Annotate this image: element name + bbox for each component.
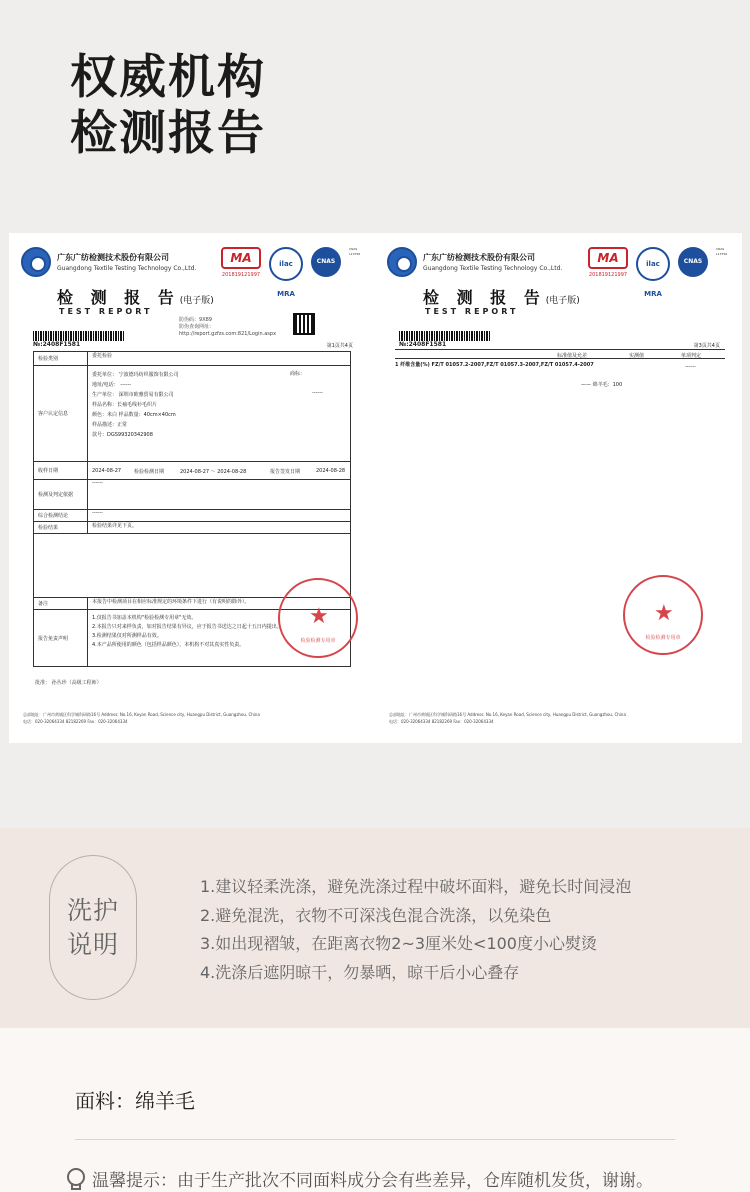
org-name-cn: 广东广纺检测技术股份有限公司 xyxy=(423,253,535,262)
recv-label: 收样日期 xyxy=(34,462,88,479)
report-title-text: 检 测 报 告 xyxy=(423,288,546,307)
anti-fake-code: 9X89 xyxy=(199,317,212,323)
stamp-star-icon: ★ xyxy=(309,604,329,629)
care-badge-line-2: 说明 xyxy=(66,929,119,959)
org-name-cn: 广东广纺检测技术股份有限公司 xyxy=(57,253,169,262)
report-page-3 xyxy=(375,233,742,743)
client-line: 地址/电话： ------ xyxy=(92,382,132,388)
org-header xyxy=(21,247,196,277)
care-item: 1.建议轻柔洗涤，避免洗涤过程中破坏面料，避免长时间浸泡 xyxy=(200,877,632,896)
care-item: 4.洗涤后遮阴晾干，勿暴晒，晾干后小心叠存 xyxy=(200,962,520,982)
header-standard: 标准值及允差 xyxy=(557,353,588,359)
care-item: 3.如出现褶皱，在距离衣物2~3厘米处<100度小心熨烫 xyxy=(200,934,597,953)
type-label: 检验类别 xyxy=(34,352,88,365)
ilac-logo: ilac MRA xyxy=(636,247,670,281)
org-logo-icon xyxy=(21,247,51,277)
headline-line-2: 检测报告 xyxy=(70,106,266,161)
care-badge-line-1: 洗护 xyxy=(66,895,119,925)
barcode-icon xyxy=(399,331,491,341)
report-table xyxy=(33,351,351,667)
note-value: 本报告中检测项目在相应标准规定的环境条件下进行（有说明的除外）。 xyxy=(92,599,250,605)
report-title-en: TEST REPORT xyxy=(59,307,153,316)
disclaimer-line: 3.检测结果仅对所测样品有效。 xyxy=(92,633,162,639)
stamp-text: 检验检测专用章 xyxy=(300,638,336,644)
cert-logos xyxy=(221,247,365,298)
issue-value: 2024-08-28 xyxy=(316,468,346,474)
lightbulb-icon xyxy=(66,1168,84,1190)
cma-logo: MA xyxy=(221,247,261,269)
fabric-info xyxy=(75,1085,195,1114)
table-row xyxy=(34,522,350,534)
org-name-en: Guangdong Textile Testing Technology Co.,Ltd. xyxy=(57,265,197,272)
client-line: 款号：DGS99320342908 xyxy=(92,432,153,438)
client-line: 颜色：米白 样品数量：40cm×40cm xyxy=(92,412,176,418)
cnas-logo: CNAS xyxy=(311,247,341,277)
disclaimer-text xyxy=(92,614,282,650)
table-row xyxy=(34,366,350,462)
result-judgement: ------ xyxy=(685,364,696,370)
report-title-sub: (电子版) xyxy=(545,296,580,306)
org-name-en: Guangdong Textile Testing Technology Co.,Ltd. xyxy=(423,265,563,272)
type-value: 委托检验 xyxy=(92,353,113,359)
basis-value: ------ xyxy=(92,480,103,486)
issue-label: 报告签发日期 xyxy=(270,469,301,475)
fabric-value: 绵羊毛 xyxy=(135,1089,195,1113)
cma-number: 201819121997 xyxy=(221,272,261,278)
care-item: 2.避免混洗，衣物不可深浅色混合洗涤，以免染色 xyxy=(200,905,552,925)
table-row xyxy=(34,462,350,480)
anti-fake-label: 防伪码： xyxy=(179,317,200,323)
report-title xyxy=(423,285,580,308)
report-page-1 xyxy=(9,233,375,743)
table-row xyxy=(34,480,350,510)
headline-line-1: 权威机构 xyxy=(70,50,266,105)
report-number: №:2408F1581 xyxy=(33,341,81,348)
ilac-logo: ilac MRA xyxy=(269,247,303,281)
footer-tel: 电话：020-32064334 82182269 Fax：020-32064334 xyxy=(23,719,128,724)
care-badge xyxy=(49,855,137,1000)
judge-value: ------ xyxy=(92,510,103,516)
judge-label: 综合检测结论 xyxy=(34,510,88,521)
disclaimer-line: 4.本产品所使用的颜色（包括样品颜色），本机构不对其真实性负责。 xyxy=(92,642,245,648)
disclaimer-label: 报告免责声明 xyxy=(34,610,88,666)
org-logo-icon xyxy=(387,247,417,277)
tip-text: 温馨提示：由于生产批次不同面料成分会有些差异，仓库随机发货，谢谢。 xyxy=(92,1171,653,1191)
stamp-star-icon: ★ xyxy=(654,601,674,626)
stamp-text: 检验检测专用章 xyxy=(645,635,681,641)
approver: 批准： 孙丛珍（高级工程师） xyxy=(35,680,102,686)
official-stamp xyxy=(623,575,703,655)
report-title-sub: (电子版) xyxy=(179,296,214,306)
result-value: —— 绵羊毛：100 xyxy=(581,382,623,388)
barcode-icon xyxy=(33,331,125,341)
client-line: 生产单位： 深圳市欧雅贸易有限公司 xyxy=(92,392,174,398)
cnas-number: CNAS L13756 xyxy=(716,247,728,256)
cnas-logo: CNAS xyxy=(678,247,708,277)
client-line: 样品描述：正常 xyxy=(92,422,128,428)
client-label: 客户认定信息 xyxy=(34,366,88,461)
test-date-value: 2024-08-27 ～ 2024-08-28 xyxy=(180,469,247,475)
table-row xyxy=(34,510,350,522)
brand-label: 商标： xyxy=(290,371,306,377)
footer-address: 总部地址：广州市黄埔区科学城科研路16号 Address: No.16, Keyan Road, Science city, Huangpu District, Guangzhou, China xyxy=(389,712,626,717)
cma-logo: MA xyxy=(588,247,628,269)
footer-address: 总部地址：广州市黄埔区科学城科研路16号 Address: No.16, Keyan Road, Science city, Huangpu District, Guangzhou, China xyxy=(23,712,260,717)
brand-value: ------ xyxy=(312,390,323,396)
report-number: №:2408F1581 xyxy=(399,341,447,348)
divider xyxy=(75,1139,675,1140)
qr-code-icon xyxy=(293,313,315,335)
client-line: 样品名称：长袖毛线衫毛织片 xyxy=(92,402,158,408)
report-footer xyxy=(23,711,363,725)
disclaimer-line: 1.仅报告书加盖本机构"检验检测专用章"无效。 xyxy=(92,615,197,621)
page-indicator: 第1页共4页 xyxy=(326,343,353,349)
report-title xyxy=(57,285,214,308)
report-footer xyxy=(389,711,729,725)
note-label: 备注 xyxy=(34,598,88,609)
disclaimer-line: 2.本报告只对来样负责，如对报告结果有异议，应于报告书送达之日起十五日内提出。 xyxy=(92,624,282,630)
cnas-number: CNAS L13756 xyxy=(349,247,361,256)
header-judgement: 单项判定 xyxy=(681,353,702,359)
official-stamp xyxy=(278,578,358,658)
cma-number: 201819121997 xyxy=(588,272,628,278)
cert-logos xyxy=(588,247,732,298)
result-table-header xyxy=(395,349,725,359)
report-title-en: TEST REPORT xyxy=(425,307,519,316)
care-instructions xyxy=(200,873,631,987)
result-item: 1 纤维含量(%) FZ/T 01057.2-2007,FZ/T 01057.3-2007,FZ/T 01057.4-2007 xyxy=(395,362,594,368)
org-header xyxy=(387,247,562,277)
tip xyxy=(66,1166,653,1191)
result-value: 检验结果详见下页。 xyxy=(92,523,138,529)
result-label: 检验结果 xyxy=(34,522,88,533)
headline xyxy=(70,50,266,162)
query-url: http://report.gzfzs.com:821/Login.aspx xyxy=(179,331,277,337)
footer-tel: 电话：020-32064334 82182269 Fax：020-32064334 xyxy=(389,719,494,724)
client-info xyxy=(92,370,179,440)
header-measured: 实测值 xyxy=(629,353,645,359)
page-indicator: 第3页共4页 xyxy=(693,343,720,349)
test-date-label: 检验检测日期 xyxy=(134,469,165,475)
table-row xyxy=(34,352,350,366)
client-line: 委托单位： 宁波德玛纺织服饰有限公司 xyxy=(92,372,179,378)
recv-value: 2024-08-27 xyxy=(92,468,122,474)
query-site-label: 防伪查询网址： xyxy=(179,324,215,330)
basis-label: 检测及判定依据 xyxy=(34,480,88,509)
anti-fake-info xyxy=(179,317,276,338)
report-title-text: 检 测 报 告 xyxy=(57,288,180,307)
fabric-label: 面料： xyxy=(75,1089,135,1113)
